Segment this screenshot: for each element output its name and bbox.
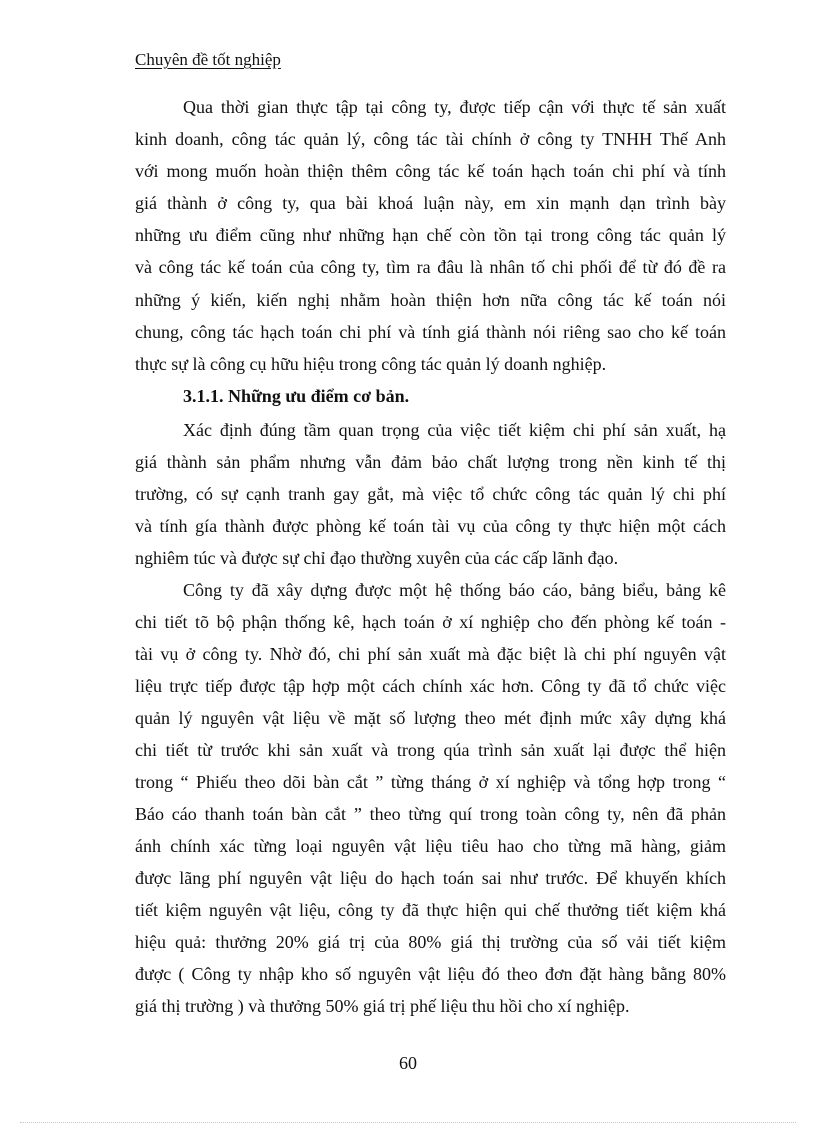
section-heading: 3.1.1. Những ưu điểm cơ bản. <box>183 386 410 406</box>
paragraph-line: liệu trực tiếp được tập hợp một cách chính xác hơn. Công ty đã tổ chức việc <box>135 676 726 696</box>
paragraph-line: giá thị trường ) và thưởng 50% giá trị phế liệu thu hồi cho xí nghiệp. <box>135 996 630 1016</box>
paragraph-line: chi tiết từ trước khi sản xuất và trong qúa trình sản xuất lại được thể hiện <box>135 740 726 760</box>
paragraph-line: trong “ Phiếu theo dõi bàn cắt ” từng tháng ở xí nghiệp và tổng hợp trong “ <box>135 772 726 792</box>
paragraph-line: và công tác kế toán của công ty, tìm ra đâu là nhân tố chi phối để từ đó đề ra <box>135 257 726 277</box>
paragraph-line: kinh doanh, công tác quản lý, công tác tài chính ở công ty TNHH Thế Anh <box>135 129 726 149</box>
document-header-title: Chuyên đề tốt nghiệp <box>135 50 281 69</box>
paragraph-line: được ( Công ty nhập kho số nguyên vật liệu đó theo đơn đặt hàng bằng 80% <box>135 964 726 984</box>
paragraph-line: Công ty đã xây dựng được một hệ thống báo cáo, bảng biểu, bảng kê <box>183 580 726 600</box>
paragraph-line: quản lý nguyên vật liệu về mặt số lượng theo mét định mức xây dựng khá <box>135 708 726 728</box>
paragraph-line: chung, công tác hạch toán chi phí và tính giá thành nói riêng sao cho kế toán <box>135 322 726 342</box>
paragraph-line: thực sự là công cụ hữu hiệu trong công tác quản lý doanh nghiệp. <box>135 354 607 374</box>
paragraph-line: được lãng phí nguyên vật liệu do hạch toán sai như trước. Để khuyến khích <box>135 868 726 888</box>
paragraph-line: giá thành ở công ty, qua bài khoá luận này, em xin mạnh dạn trình bày <box>135 193 726 213</box>
paragraph-line: chi tiết tõ bộ phận thống kê, hạch toán ở xí nghiệp cho đến phòng kế toán - <box>135 612 726 632</box>
paragraph-line: với mong muốn hoàn thiện thêm công tác kế toán hạch toán chi phí và tính <box>135 161 726 181</box>
paragraph-line: và tính gía thành được phòng kế toán tài vụ của công ty thực hiện một cách <box>135 516 726 536</box>
paragraph-line: hiệu quả: thưởng 20% giá trị của 80% giá thị trường của số vải tiết kiệm <box>135 932 726 952</box>
paragraph-line: trường, có sự cạnh tranh gay gắt, mà việc tổ chức công tác quản lý chi phí <box>135 484 726 504</box>
paragraph-line: giá thành sản phẩm nhưng vẫn đảm bảo chất lượng trong nền kinh tế thị <box>135 452 726 472</box>
paragraph-line: Qua thời gian thực tập tại công ty, được tiếp cận với thực tế sản xuất <box>183 97 726 117</box>
paragraph-line: ánh chính xác từng loại nguyên vật liệu tiêu hao cho từng mã hàng, giảm <box>135 836 726 856</box>
paragraph-line: Báo cáo thanh toán bàn cắt ” theo từng quí trong toàn công ty, nên đã phản <box>135 804 726 824</box>
paragraph-line: những ưu điểm cũng như những hạn chế còn tồn tại trong công tác quản lý <box>135 225 726 245</box>
paragraph-line: tài vụ ở công ty. Nhờ đó, chi phí sản xuất mà đặc biệt là chi phí nguyên vật <box>135 644 726 664</box>
paragraph-line: Xác định đúng tầm quan trọng của việc tiết kiệm chi phí sản xuất, hạ <box>183 420 726 440</box>
paragraph-line: nghiêm túc và được sự chỉ đạo thường xuyên của các cấp lãnh đạo. <box>135 548 619 568</box>
page-number: 60 <box>399 1053 417 1073</box>
paragraph-line: những ý kiến, kiến nghị nhằm hoàn thiện hơn nữa công tác kế toán nói <box>135 290 726 310</box>
paragraph-line: tiết kiệm nguyên vật liệu, công ty đã thực hiện qui chế thưởng tiết kiệm khá <box>135 900 726 920</box>
